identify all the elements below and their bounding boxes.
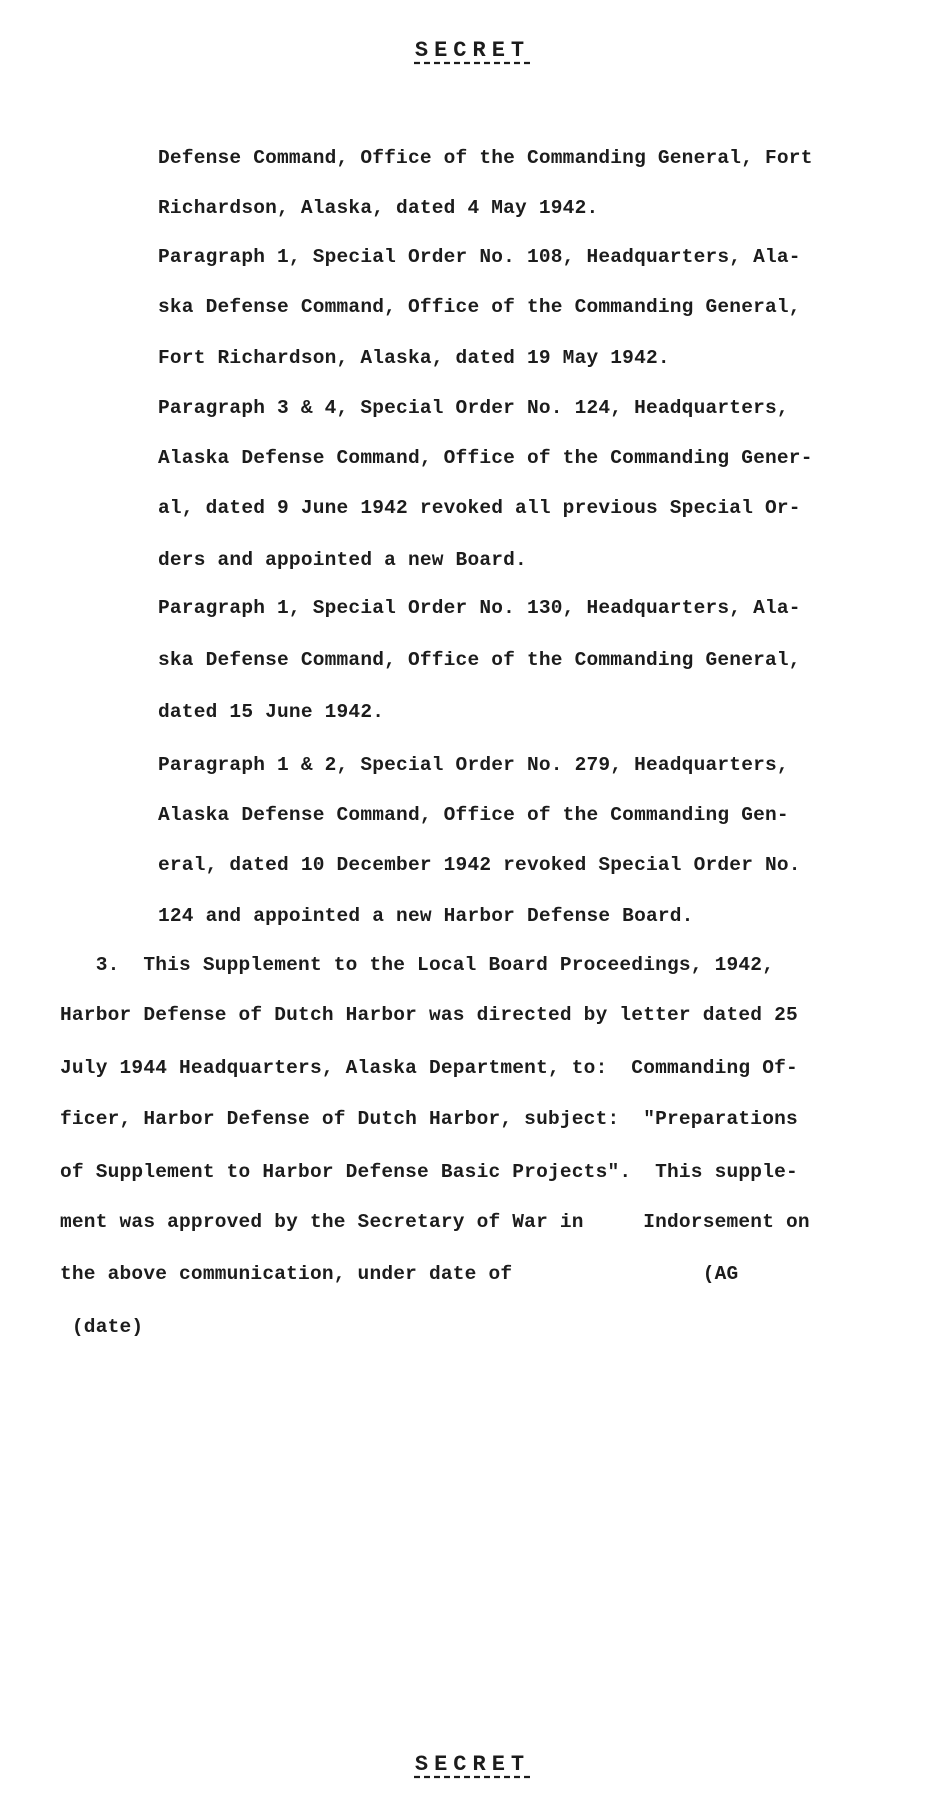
classification-header: SECRET (414, 38, 531, 63)
text-line: dated 15 June 1942. (158, 701, 385, 723)
text-line: ska Defense Command, Office of the Commanding General, (158, 296, 801, 318)
text-line: ficer, Harbor Defense of Dutch Harbor, subject: "Preparations (60, 1108, 798, 1130)
text-line: Harbor Defense of Dutch Harbor was directed by letter dated 25 (60, 1004, 798, 1026)
text-line: ders and appointed a new Board. (158, 549, 527, 571)
text-line: 124 and appointed a new Harbor Defense Board. (158, 905, 694, 927)
classification-footer: SECRET (414, 1752, 531, 1777)
text-line: 3. This Supplement to the Local Board Proceedings, 1942, (60, 954, 775, 976)
text-line: the above communication, under date of (AG (60, 1263, 739, 1285)
text-line: al, dated 9 June 1942 revoked all previous Special Or- (158, 497, 801, 519)
text-line: ment was approved by the Secretary of War in Indorsement on (60, 1211, 810, 1233)
text-line: Richardson, Alaska, dated 4 May 1942. (158, 197, 599, 219)
text-line: July 1944 Headquarters, Alaska Department, to: Commanding Of- (60, 1057, 798, 1079)
text-line: eral, dated 10 December 1942 revoked Special Order No. (158, 854, 801, 876)
text-line: Fort Richardson, Alaska, dated 19 May 1942. (158, 347, 670, 369)
text-line: Paragraph 1, Special Order No. 130, Headquarters, Ala- (158, 597, 801, 619)
text-line: Paragraph 3 & 4, Special Order No. 124, Headquarters, (158, 397, 789, 419)
text-line: Paragraph 1 & 2, Special Order No. 279, Headquarters, (158, 754, 789, 776)
text-line: Alaska Defense Command, Office of the Commanding Gen- (158, 804, 789, 826)
text-line: ska Defense Command, Office of the Commanding General, (158, 649, 801, 671)
text-line: of Supplement to Harbor Defense Basic Projects". This supple- (60, 1161, 798, 1183)
text-line: (date) (60, 1316, 144, 1338)
text-line: Alaska Defense Command, Office of the Commanding Gener- (158, 447, 813, 469)
text-line: Defense Command, Office of the Commanding General, Fort (158, 147, 813, 169)
text-line: Paragraph 1, Special Order No. 108, Headquarters, Ala- (158, 246, 801, 268)
